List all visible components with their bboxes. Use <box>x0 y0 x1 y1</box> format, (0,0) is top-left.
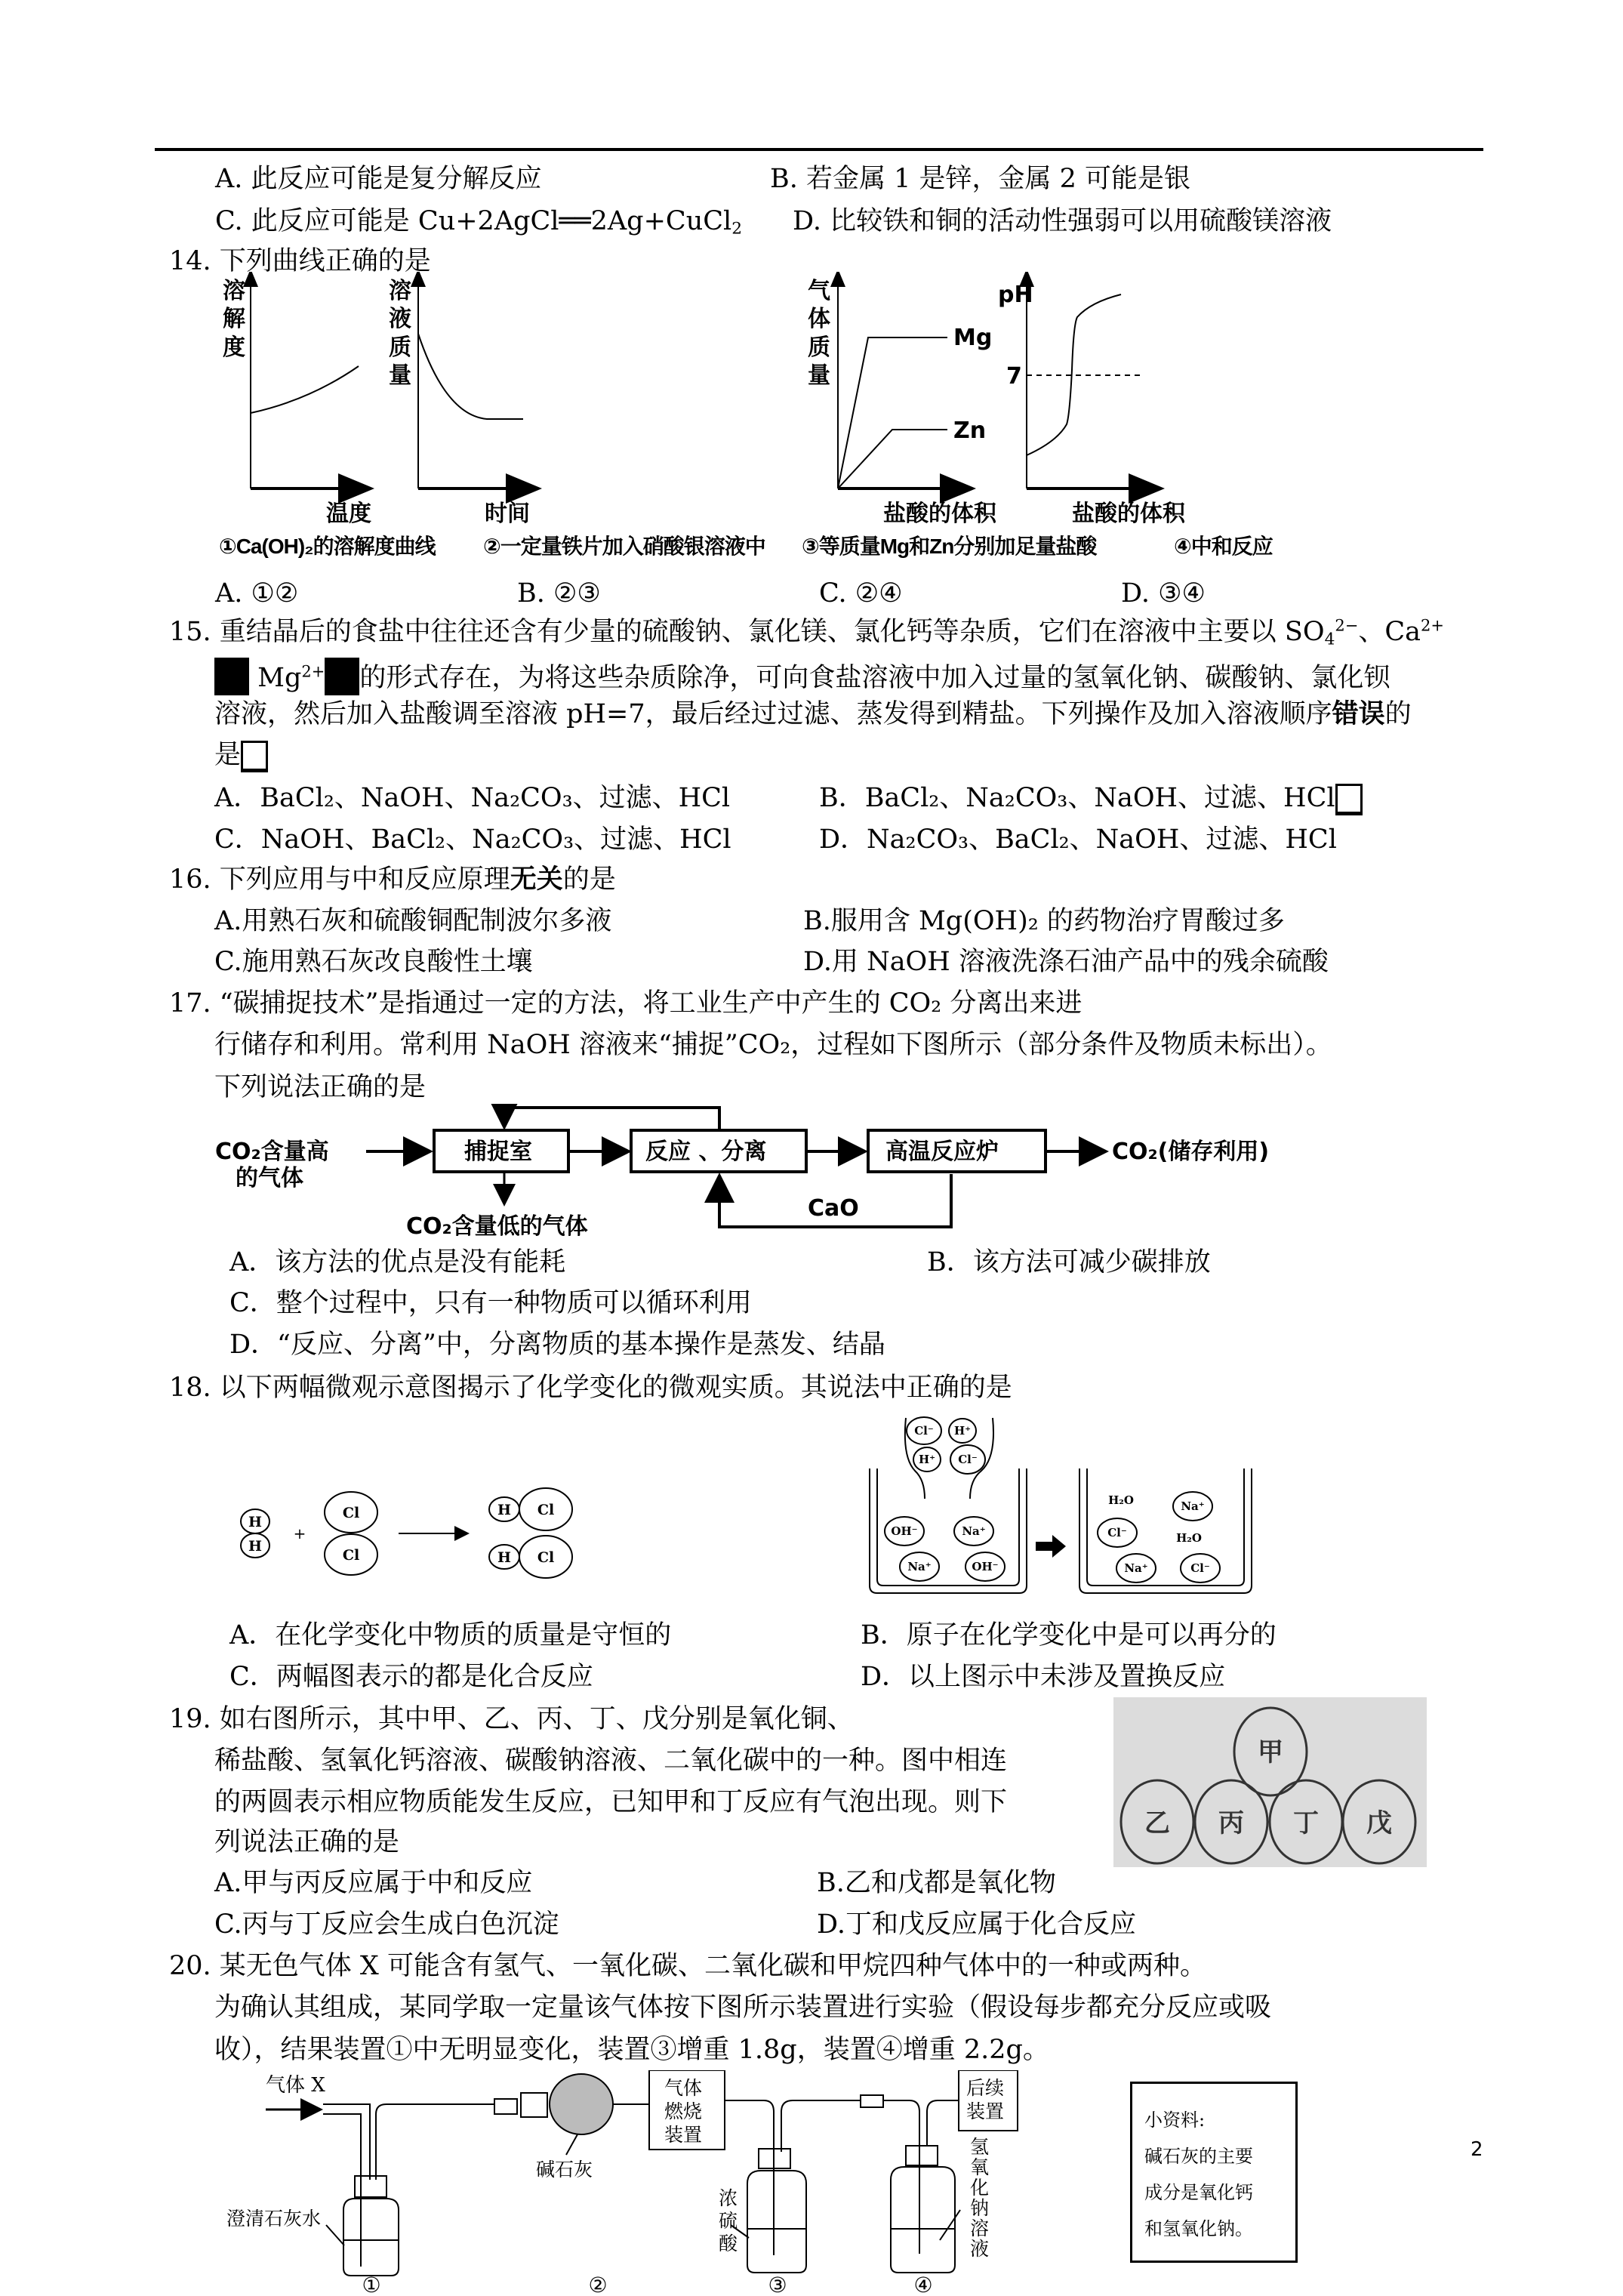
graph3-caption: ③等质量Mg和Zn分别加足量盐酸 <box>802 535 1097 558</box>
q20-apparatus-diagram <box>196 2070 1125 2296</box>
q15-option-b-text: B．BaCl₂、Na₂CO₃、NaOH、过滤、HCl <box>819 783 1335 813</box>
graph3-ylabel-4: 量 <box>808 362 830 389</box>
graph3-ylabel-2: 体 <box>808 306 830 332</box>
q13-c-sub: 2 <box>731 219 743 239</box>
q16-option-c: C.施用熟石灰改良酸性土壤 <box>214 947 533 977</box>
redaction-block <box>214 658 249 695</box>
q20-line-2: 为确认其组成，某同学取一定量该气体按下图所示装置进行实验（假设每步都充分反应或吸 <box>214 1992 1272 2023</box>
q16-option-d: D.用 NaOH 溶液洗涤石油产品中的残余硫酸 <box>803 947 1329 977</box>
circle-bing-label: 丙 <box>1218 1808 1244 1838</box>
answer-box <box>1335 784 1363 815</box>
limewater-label: 澄清石灰水 <box>226 2208 322 2230</box>
graph3-series-zn: Zn <box>953 418 987 444</box>
q13-c-text: C. 此反应可能是 Cu+2AgCl <box>215 206 559 236</box>
q15-line-2 <box>214 658 1390 695</box>
q17-option-d: D．“反应、分离”中，分离物质的基本操作是蒸发、结晶 <box>229 1330 885 1360</box>
q15-emphasis: 错误 <box>1332 698 1385 729</box>
q19-line-1: 19. 如右图所示，其中甲、乙、丙、丁、戊分别是氧化铜、 <box>169 1704 854 1734</box>
q15-line4-text: 是 <box>214 740 242 770</box>
q20-line-1: 20. 某无色气体 X 可能含有氢气、一氧化碳、二氧化碳和甲烷四种气体中的一种或两种。 <box>169 1951 1206 1981</box>
q14-option-d: D. ③④ <box>1121 578 1206 609</box>
q15-line-3 <box>214 699 1412 729</box>
device-label-4: ④ <box>913 2273 933 2296</box>
beaker-outer <box>1079 1469 1252 1593</box>
info-line: 碱石灰的主要 <box>1144 2146 1253 2167</box>
q19-line-2: 稀盐酸、氢氧化钙溶液、碳酸钠溶液、二氧化碳中的一种。图中相连 <box>214 1746 1008 1776</box>
bottle4-stopper <box>906 2146 938 2165</box>
pointer-line <box>566 2134 577 2155</box>
q20-info-box <box>1130 2082 1298 2263</box>
q15-option-c: C．NaOH、BaCl₂、Na₂CO₃、过滤、HCl <box>214 824 731 855</box>
q15-mg-sup: 2+ <box>301 662 325 681</box>
q14-option-a: A. ①② <box>215 578 299 609</box>
info-line: 和氢氧化钠。 <box>1144 2218 1253 2239</box>
graph1-ylabel-3: 度 <box>223 334 245 361</box>
soda-lime-bulb <box>550 2074 613 2134</box>
graph4-caption: ④中和反应 <box>1174 535 1273 558</box>
tube-out <box>376 2104 494 2180</box>
q17-option-b: B．该方法可减少碳排放 <box>927 1247 1211 1277</box>
ion-label: OH⁻ <box>972 1560 999 1573</box>
q16-text: 16. 下列应用与中和反应原理 <box>169 864 510 895</box>
q17-flow-diagram <box>204 1104 1336 1244</box>
ion-label: Na⁺ <box>907 1560 932 1573</box>
pointer-line <box>940 2210 960 2240</box>
circle-wu-label: 戊 <box>1366 1808 1392 1838</box>
graph4-ylabel: pH <box>998 282 1033 308</box>
plus-sign: + <box>293 1524 306 1542</box>
acid-label-3: 酸 <box>719 2233 738 2254</box>
q15-sup: 2− <box>1335 616 1359 635</box>
q14-stem: 14. 下列曲线正确的是 <box>169 246 431 276</box>
graph3-zn-line <box>838 430 947 488</box>
q19-line-3: 的两圆表示相应物质能发生反应，已知甲和丁反应有气泡出现。则下 <box>214 1787 1008 1817</box>
q15-option-b <box>819 783 1363 815</box>
graph3-xlabel: 盐酸的体积 <box>883 501 996 527</box>
bottle-1 <box>343 2199 399 2276</box>
atom-h-label: H <box>248 1514 262 1530</box>
q17-option-a: A．该方法的优点是没有能耗 <box>229 1247 566 1277</box>
flow-input-line2: 的气体 <box>236 1165 303 1191</box>
q18-hcl-diagram <box>226 1419 755 1601</box>
ion-label: Na⁺ <box>962 1524 986 1538</box>
flow-loop-top <box>504 1108 719 1130</box>
graph1-caption: ①Ca(OH)₂的溶解度曲线 <box>219 535 436 558</box>
sodalime-label: 碱石灰 <box>536 2159 593 2180</box>
flow-low-gas: CO₂含量低的气体 <box>406 1213 588 1240</box>
q18-option-a: A．在化学变化中物质的质量是守恒的 <box>229 1620 672 1650</box>
q15-line3-end: 的 <box>1384 699 1412 729</box>
pointer-line <box>326 2225 344 2245</box>
q13-c-equals: ══ <box>559 206 591 236</box>
q15-option-d: D．Na₂CO₃、BaCl₂、NaOH、过滤、HCl <box>819 824 1337 855</box>
q13-option-a: A. 此反应可能是复分解反应 <box>215 164 542 194</box>
q19-option-b: B.乙和戊都是氧化物 <box>817 1868 1056 1898</box>
graph1-ylabel-1: 溶 <box>223 278 245 304</box>
q19-circles-svg <box>1113 1697 1427 1867</box>
naoh-label-5: 溶 <box>970 2217 990 2239</box>
acid-label-1: 浓 <box>719 2187 738 2209</box>
q13-c-text2: 2Ag+CuCl <box>590 206 732 236</box>
q19-option-a: A.甲与丙反应属于中和反应 <box>214 1868 533 1898</box>
graph4-xlabel: 盐酸的体积 <box>1072 501 1185 527</box>
tube-in <box>323 2104 370 2267</box>
process-arrow-icon <box>1036 1535 1066 1558</box>
graph-4 <box>998 272 1186 527</box>
graph1-xlabel: 温度 <box>326 501 371 527</box>
header-rule <box>155 148 1483 151</box>
followup-label-1: 后续 <box>966 2077 1005 2099</box>
tube-4 <box>883 2100 959 2254</box>
q16-text-end: 的是 <box>562 864 616 895</box>
q18-option-c: C．两幅图表示的都是化合反应 <box>229 1662 593 1692</box>
info-line: 成分是氧化钙 <box>1144 2182 1253 2203</box>
flow-input-line1: CO₂含量高 <box>215 1139 329 1165</box>
graph4-tick-7: 7 <box>1006 363 1022 390</box>
q15-line2-text: 的形式存在，为将这些杂质除净，可向食盐溶液中加入过量的氢氧化钠、碳酸钠、氯化钡 <box>359 663 1390 693</box>
ion-label: Cl⁻ <box>1107 1526 1127 1539</box>
connector <box>521 2093 547 2117</box>
device-label-3: ③ <box>768 2273 787 2296</box>
graph-2 <box>389 272 536 527</box>
bottle-3 <box>747 2171 806 2273</box>
burner-label-3: 装置 <box>664 2124 703 2146</box>
graph3-mg-line <box>838 337 947 488</box>
ion-label: H⁺ <box>918 1453 936 1466</box>
naoh-label-6: 液 <box>970 2238 990 2260</box>
q13-option-d: D. 比较铁和铜的活动性强弱可以用硫酸镁溶液 <box>793 206 1332 236</box>
q16-option-a: A.用熟石灰和硫酸铜配制波尔多液 <box>214 906 612 936</box>
naoh-label-1: 氢 <box>970 2136 990 2158</box>
q15-text-ca: 、Ca <box>1358 617 1421 647</box>
burner-label-2: 燃烧 <box>664 2100 703 2122</box>
burner-label-1: 气体 <box>664 2077 703 2099</box>
answer-box <box>241 741 268 772</box>
q19-option-c: C.丙与丁反应会生成白色沉淀 <box>214 1909 559 1940</box>
q16-option-b: B.服用含 Mg(OH)₂ 的药物治疗胃酸过多 <box>803 906 1285 936</box>
atom-cl-label: Cl <box>342 1505 360 1521</box>
ion-label: Cl⁻ <box>914 1424 934 1438</box>
graph-1 <box>223 272 371 527</box>
graph3-ylabel-1: 气 <box>808 278 830 304</box>
graph2-ylabel-3: 质 <box>389 334 411 361</box>
device-label-2: ② <box>588 2273 608 2296</box>
circle-jia-label: 甲 <box>1258 1737 1283 1767</box>
graph2-caption: ②一定量铁片加入硝酸银溶液中 <box>483 535 765 558</box>
graph2-ylabel-2: 液 <box>389 306 411 332</box>
connector <box>494 2099 517 2114</box>
flow-box1-label: 捕捉室 <box>464 1139 532 1165</box>
ion-label: Cl⁻ <box>958 1453 978 1466</box>
redaction-block <box>325 658 359 695</box>
q17-line-3: 下列说法正确的是 <box>214 1072 427 1102</box>
q19-option-d: D.丁和戊反应属于化合反应 <box>817 1909 1136 1940</box>
device-label-1: ① <box>362 2273 381 2296</box>
atom-cl-label: Cl <box>537 1549 555 1566</box>
q14-graphs <box>204 272 1381 532</box>
q18-stem: 18. 以下两幅微观示意图揭示了化学变化的微观实质。其说法中正确的是 <box>169 1373 1012 1403</box>
q18-option-d: D．以上图示中未涉及置换反应 <box>861 1662 1226 1692</box>
q19-line-4: 列说法正确的是 <box>214 1827 400 1857</box>
ion-label: Cl⁻ <box>1190 1561 1210 1575</box>
acid-label-2: 硫 <box>719 2210 738 2232</box>
info-title: 小资料: <box>1144 2110 1206 2131</box>
connector <box>861 2095 883 2107</box>
graph1-curve <box>251 366 359 413</box>
q19-circle-diagram <box>1113 1697 1427 1867</box>
graph1-ylabel-2: 解 <box>223 306 245 332</box>
flow-recycle-cao: CaO <box>808 1195 859 1222</box>
molecule-label: H₂O <box>1108 1493 1134 1507</box>
q14-option-c: C. ②④ <box>819 578 903 609</box>
q15-sup-ca: 2+ <box>1421 616 1444 635</box>
graph-3 <box>808 272 997 527</box>
q18-option-b: B．原子在化学变化中是可以再分的 <box>861 1620 1277 1650</box>
q13-option-b: B. 若金属 1 是锌，金属 2 可能是银 <box>770 164 1191 194</box>
graph2-ylabel-1: 溶 <box>389 278 411 304</box>
atom-cl-label: Cl <box>342 1547 360 1564</box>
graph2-xlabel: 时间 <box>485 501 530 527</box>
q15-option-a: A．BaCl₂、NaOH、Na₂CO₃、过滤、HCl <box>214 783 731 813</box>
q17-line-2: 行储存和利用。常利用 NaOH 溶液来“捕捉”CO₂，过程如下图所示（部分条件及物质未标出）。 <box>214 1030 1332 1060</box>
tube-3 <box>725 2100 861 2255</box>
bottle-4 <box>891 2167 955 2273</box>
page-number: 2 <box>1471 2138 1483 2161</box>
q18-neutralization-diagram <box>861 1412 1374 1608</box>
atom-h-label: H <box>248 1538 262 1555</box>
q17-option-c: C．整个过程中，只有一种物质可以循环利用 <box>229 1288 752 1318</box>
graph3-series-mg: Mg <box>953 325 993 351</box>
flow-output: CO₂(储存利用) <box>1112 1139 1270 1165</box>
flow-box2-label: 反应 、分离 <box>645 1139 767 1165</box>
ion-label: Na⁺ <box>1124 1561 1148 1575</box>
q15-sub: 4 <box>1324 630 1335 649</box>
q16-stem <box>169 864 616 895</box>
q15-line-4 <box>214 740 268 772</box>
circle-ding-label: 丁 <box>1293 1808 1319 1838</box>
gas-x-label: 气体 X <box>266 2074 325 2097</box>
flow-box3-label: 高温反应炉 <box>885 1139 999 1165</box>
graph3-ylabel-3: 质 <box>808 334 830 361</box>
ion-label: Na⁺ <box>1181 1499 1205 1513</box>
graph2-curve <box>418 334 523 419</box>
naoh-label-2: 氧 <box>970 2156 990 2178</box>
q14-option-b: B. ②③ <box>517 578 601 609</box>
naoh-label-3: 化 <box>970 2177 990 2199</box>
followup-label-2: 装置 <box>966 2100 1005 2122</box>
q17-line-1: 17. “碳捕捉技术”是指通过一定的方法，将工业生产中产生的 CO₂ 分离出来进 <box>169 988 1083 1019</box>
q15-text: 15. 重结晶后的食盐中往往还含有少量的硫酸钠、氯化镁、氯化钙等杂质，它们在溶液中主要以 SO <box>169 617 1325 647</box>
q20-line-3: 收），结果装置①中无明显变化，装置③增重 1.8g，装置④增重 2.2g。 <box>214 2035 1049 2065</box>
atom-cl-label: Cl <box>537 1502 555 1518</box>
naoh-label-4: 钠 <box>970 2197 990 2219</box>
atom-h-label: H <box>497 1549 511 1566</box>
molecule-label: H₂O <box>1176 1531 1202 1545</box>
q15-mg: Mg <box>257 663 302 693</box>
q13-option-c <box>215 206 743 239</box>
q15-line-1 <box>169 617 1444 647</box>
ion-label: H⁺ <box>953 1424 972 1438</box>
q15-line3-text: 溶液，然后加入盐酸调至溶液 pH=7，最后经过过滤、蒸发得到精盐。下列操作及加入溶液顺序 <box>214 699 1332 729</box>
graph2-ylabel-4: 量 <box>389 362 411 389</box>
circle-yi-label: 乙 <box>1144 1808 1170 1838</box>
ion-label: OH⁻ <box>891 1524 918 1538</box>
q16-emphasis: 无关 <box>510 864 563 895</box>
atom-h-label: H <box>497 1502 511 1518</box>
